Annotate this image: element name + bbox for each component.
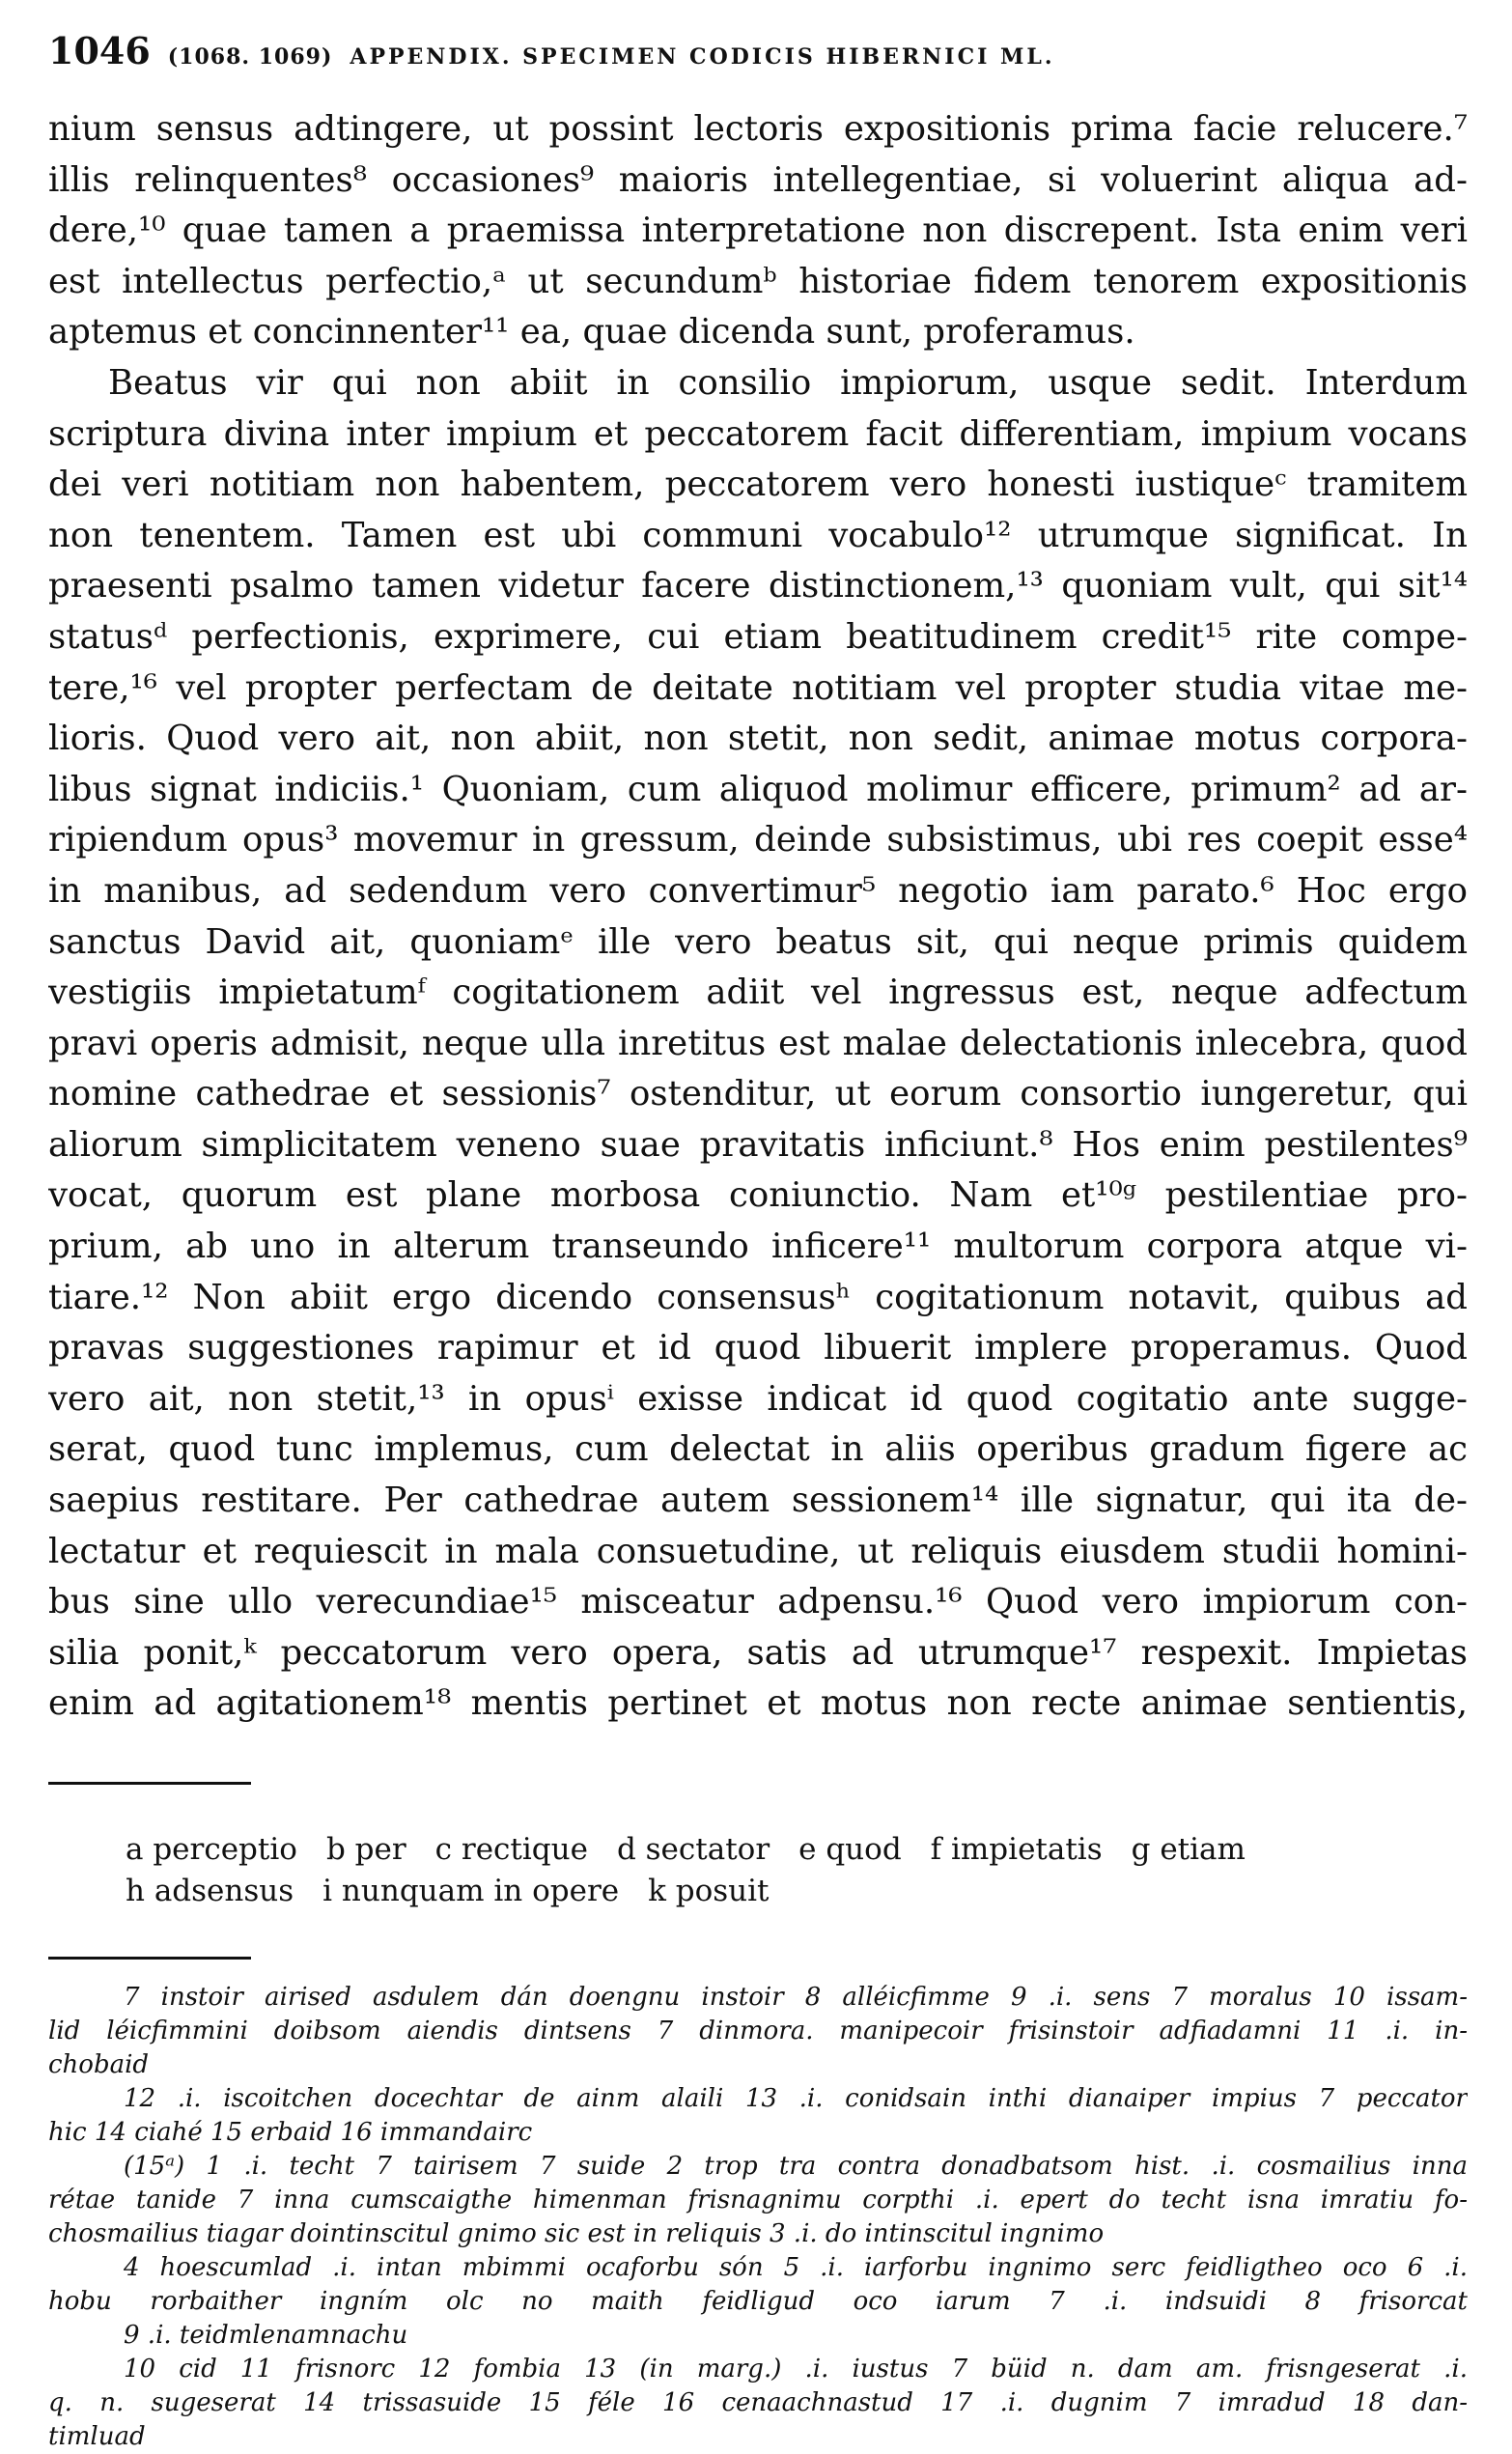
gloss-line: 9 .i. teidmlenamnachu	[124, 2321, 408, 2350]
gloss-line: timluad	[48, 2422, 146, 2451]
gloss-line: q. n. sugeserat 14 trissasuide 15 féle 16 cenaachnastud 17 .i. dugnim 7 imradud 18 dan-	[48, 2388, 1468, 2417]
running-header	[48, 29, 1468, 87]
variant-reading: e quod	[798, 1832, 902, 1867]
text-line: tere,¹⁶ vel propter perfectam de deitate notitiam vel propter studia vitae me-	[48, 667, 1468, 708]
gloss-line: rétae tanide 7 inna cumscaigthe himenman frisnagnimu corpthi .i. epert do techt isna imratiu fo-	[48, 2186, 1468, 2214]
gloss-line: hobu rorbaither ingním olc no maith feidligud oco iarum 7 .i. indsuidi 8 frisorcat	[48, 2287, 1468, 2316]
variant-reading: d sectator	[616, 1832, 770, 1867]
text-line: silia ponit,ᵏ peccatorum vero opera, satis ad utrumque¹⁷ respexit. Impietas	[48, 1632, 1468, 1673]
variant-reading: i nunquam in opere	[322, 1874, 620, 1908]
text-line: statusᵈ perfectionis, exprimere, cui etiam beatitudinem credit¹⁵ rite compe-	[48, 616, 1468, 657]
text-line: est intellectus perfectio,ᵃ ut secundumᵇ historiae fidem tenorem expositionis	[48, 261, 1468, 301]
text-line: prium, ab uno in alterum transeundo inficere¹¹ multorum corpora atque vi-	[48, 1227, 1468, 1267]
variant-reading: c rectique	[434, 1832, 588, 1867]
text-line: praesenti psalmo tamen videtur facere distinctionem,¹³ quoniam vult, qui sit¹⁴	[48, 566, 1468, 606]
variant-reading: b per	[325, 1832, 406, 1867]
text-line: nium sensus adtingere, ut possint lectoris expositionis prima facie relucere.⁷	[48, 109, 1468, 149]
header-meta: (1068. 1069)	[167, 44, 333, 70]
gloss-rule	[48, 1957, 251, 1960]
text-line: vero ait, non stetit,¹³ in opusⁱ exisse indicat id quod cogitatio ante sugge-	[48, 1378, 1468, 1419]
variant-readings	[48, 1829, 1468, 1912]
text-line: nomine cathedrae et sessionis⁷ ostenditur, ut eorum consortio iungeretur, qui	[48, 1074, 1468, 1114]
page-number: 1046	[48, 29, 151, 72]
text-line: vocat, quorum est plane morbosa coniunctio. Nam et¹⁰ᵍ pestilentiae pro-	[48, 1175, 1468, 1216]
latin-text	[48, 104, 1468, 1730]
text-line: tiare.¹² Non abiit ergo dicendo consensusʰ cogitationum notavit, quibus ad	[48, 1277, 1468, 1317]
text-line: vestigiis impietatumᶠ cogitationem adiit vel ingressus est, neque adfectum	[48, 973, 1468, 1013]
gloss-line: (15ᵃ) 1 .i. techt 7 tairisem 7 suide 2 trop tra contra donadbatsom hist. .i. cosmailius inna	[124, 2152, 1468, 2181]
text-line: Beatus vir qui non abiit in consilio impiorum, usque sedit. Interdum	[108, 362, 1468, 403]
text-line: lioris. Quod vero ait, non abiit, non stetit, non sedit, animae motus corpora-	[48, 719, 1468, 759]
text-line: enim ad agitationem¹⁸ mentis pertinet et motus non recte animae sentientis,	[48, 1683, 1468, 1724]
text-line: dere,¹⁰ quae tamen a praemissa interpretatione non discrepent. Ista enim veri	[48, 211, 1468, 251]
header-title: APPENDIX. SPECIMEN CODICIS HIBERNICI ML.	[350, 44, 1055, 70]
variant-line	[126, 1871, 1468, 1912]
text-line: dei veri notitiam non habentem, peccatorem vero honesti iustiqueᶜ tramitem	[48, 465, 1468, 505]
gloss-line: chobaid	[48, 2050, 150, 2079]
variant-reading: h adsensus	[126, 1874, 294, 1908]
gloss-line: hic 14 ciahé 15 erbaid 16 immandairc	[48, 2118, 533, 2147]
text-line: lectatur et requiescit in mala consuetudine, ut reliquis eiusdem studii homini-	[48, 1531, 1468, 1571]
text-line: sanctus David ait, quoniamᵉ ille vero beatus sit, qui neque primis quidem	[48, 921, 1468, 962]
text-line: ripiendum opus³ movemur in gressum, deinde subsistimus, ubi res coepit esse⁴	[48, 820, 1468, 860]
text-line: scriptura divina inter impium et peccatorem facit differentiam, impium vocans	[48, 413, 1468, 454]
text-line: non tenentem. Tamen est ubi communi vocabulo¹² utrumque significat. In	[48, 515, 1468, 555]
gloss-line: lid léicfimmini doibsom aiendis dintsens 7 dinmora. manipecoir frisinstoir adfiadamni 11 .i. in-	[48, 2017, 1468, 2045]
text-line: libus signat indiciis.¹ Quoniam, cum aliquod molimur efficere, primum² ad ar-	[48, 769, 1468, 809]
variant-line	[126, 1829, 1468, 1871]
text-line: aliorum simplicitatem veneno suae pravitatis inficiunt.⁸ Hos enim pestilentes⁹	[48, 1124, 1468, 1165]
variant-reading: g etiam	[1131, 1832, 1246, 1867]
variant-reading: k posuit	[648, 1874, 770, 1908]
text-line: aptemus et concinnenter¹¹ ea, quae dicenda sunt, proferamus.	[48, 312, 1135, 353]
text-line: pravi operis admisit, neque ulla inretitus est malae delectationis inlecebra, quod	[48, 1023, 1468, 1063]
page	[48, 29, 1468, 2454]
text-line: illis relinquentes⁸ occasiones⁹ maioris intellegentiae, si voluerint aliqua ad-	[48, 159, 1468, 200]
variant-reading: f impietatis	[930, 1832, 1103, 1867]
footnote-rule	[48, 1782, 251, 1785]
gloss-line: 10 cid 11 frisnorc 12 fombia 13 (in marg.) .i. iustus 7 büid n. dam am. frisngeserat .i.	[124, 2355, 1468, 2383]
variant-reading: a perceptio	[126, 1832, 297, 1867]
gloss-line: 12 .i. iscoitchen docechtar de ainm alaili 13 .i. conidsain inthi dianaiper impius 7 peccator	[124, 2084, 1468, 2113]
text-line: pravas suggestiones rapimur et id quod libuerit implere properamus. Quod	[48, 1328, 1468, 1368]
text-line: saepius restitare. Per cathedrae autem sessionem¹⁴ ille signatur, qui ita de-	[48, 1481, 1468, 1521]
gloss-line: 4 hoescumlad .i. intan mbimmi ocaforbu són 5 .i. iarforbu ingnimo serc feidligtheo oco 6 .i.	[124, 2253, 1468, 2282]
irish-glosses	[48, 1981, 1468, 2454]
text-line: serat, quod tunc implemus, cum delectat in aliis operibus gradum figere ac	[48, 1429, 1468, 1470]
text-line: in manibus, ad sedendum vero convertimur⁵ negotio iam parato.⁶ Hoc ergo	[48, 870, 1468, 911]
text-line: bus sine ullo verecundiae¹⁵ misceatur adpensu.¹⁶ Quod vero impiorum con-	[48, 1582, 1468, 1622]
gloss-line: 7 instoir airised asdulem dán doengnu instoir 8 alléicfimme 9 .i. sens 7 moralus 10 issam-	[124, 1983, 1468, 2012]
gloss-line: chosmailius tiagar dointinscitul gnimo sic est in reliquis 3 .i. do intinscitul ingnimo	[48, 2219, 1105, 2248]
